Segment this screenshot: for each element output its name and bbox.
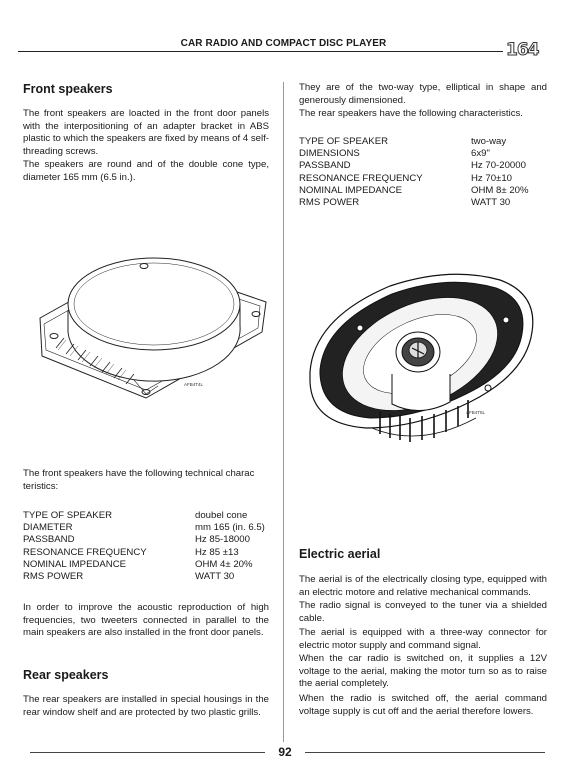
spec-label: NOMINAL IMPEDANCE [299, 184, 403, 196]
table-row [299, 148, 547, 160]
table-row [299, 136, 547, 148]
column-divider [283, 82, 284, 742]
table-row [23, 534, 269, 546]
table-row [23, 571, 269, 583]
spec-value: OHM 4± 20% [195, 558, 253, 570]
front-speakers-intro: The front speakers are loacted in the front door panels with the interpositioning of an adapter bracket in ABS plastic to which the speakers are fixed by means of 4 self-threading screws. [23, 108, 269, 158]
spec-value: Hz 70-20000 [471, 160, 526, 172]
spec-label: RESONANCE FREQUENCY [23, 546, 147, 558]
front-figure-code: AFB4T4L [184, 382, 204, 387]
rear-specs-table [299, 136, 547, 209]
spec-value: WATT 30 [471, 197, 511, 209]
spec-value: OHM 8± 20% [471, 184, 529, 196]
front-speaker-figure [34, 252, 274, 414]
spec-value: Hz 85-18000 [195, 534, 250, 546]
front-speakers-shape: The speakers are round and of the double cone type, diameter 165 mm (6.5 in.). [23, 159, 269, 183]
rear-figure-code: AFB4T5L [466, 410, 486, 415]
aerial-paragraph-2: The radio signal is conveyed to the tuner via a shielded cable. [299, 600, 547, 624]
rear-speakers-heading: Rear speakers [23, 668, 109, 682]
spec-value: two-way [471, 136, 507, 147]
rear-characteristics-intro: The rear speakers have the following characteristics. [299, 108, 523, 119]
aerial-paragraph-1: The aerial is of the electrically closing type, equipped with an electric motore and relative mechanical commands. [299, 574, 547, 598]
tweeter-paragraph: In order to improve the acoustic reproduction of high frequencies, two tweeters connected in parallel to the main speakers are also installed in the front door panels. [23, 602, 269, 639]
front-specs-table [23, 510, 269, 583]
page-number: 92 [278, 745, 292, 759]
spec-label: RESONANCE FREQUENCY [299, 172, 423, 184]
spec-value: 6x9" [471, 148, 490, 160]
table-row [23, 559, 269, 571]
spec-label: TYPE OF SPEAKER [23, 510, 113, 521]
spec-value: Hz 85 ±13 [195, 546, 239, 558]
table-row [299, 185, 547, 197]
spec-label: PASSBAND [299, 160, 351, 172]
rear-speaker-figure [300, 262, 540, 448]
spec-label: DIAMETER [23, 522, 73, 534]
rear-speakers-intro: The rear speakers are installed in special housings in the rear window shelf and are protected by two plastic grills. [23, 694, 269, 718]
aerial-paragraph-5: When the radio is switched off, the aerial command voltage supply is cut off and the aerial therefore lowers. [299, 693, 547, 717]
table-row [299, 197, 547, 209]
spec-label: TYPE OF SPEAKER [299, 136, 389, 147]
spec-label: DIMENSIONS [299, 148, 360, 160]
spec-value: mm 165 (in. 6.5) [195, 522, 265, 534]
header-rule [18, 51, 503, 52]
footer-rule-right [305, 752, 545, 753]
spec-label: PASSBAND [23, 534, 75, 546]
spec-value: Hz 70±10 [471, 172, 512, 184]
front-characteristics-intro: The front speakers have the following technical charac teristics: [23, 468, 255, 492]
running-header: CAR RADIO AND COMPACT DISC PLAYER [180, 38, 387, 49]
electric-aerial-heading: Electric aerial [299, 547, 381, 561]
front-speakers-heading: Front speakers [23, 82, 113, 96]
spec-label: NOMINAL IMPEDANCE [23, 558, 127, 570]
model-logo: 164 [506, 40, 539, 60]
spec-label: RMS POWER [299, 197, 360, 209]
aerial-paragraph-4: When the car radio is switched on, it supplies a 12V voltage to the aerial, making the motor turn so as to raise the aerial completely. [299, 653, 547, 690]
table-row [23, 522, 269, 534]
table-row [23, 510, 269, 522]
table-row [299, 173, 547, 185]
aerial-paragraph-3: The aerial is equipped with a three-way connector for electric motor supply and command signal. [299, 627, 547, 651]
footer-rule-left [30, 752, 265, 753]
spec-label: RMS POWER [23, 571, 84, 583]
table-row [299, 160, 547, 172]
table-row [23, 547, 269, 559]
rear-type-paragraph: They are of the two-way type, elliptical in shape and generously dimensioned. [299, 82, 547, 106]
spec-value: WATT 30 [195, 571, 235, 583]
spec-value: doubel cone [195, 510, 248, 521]
